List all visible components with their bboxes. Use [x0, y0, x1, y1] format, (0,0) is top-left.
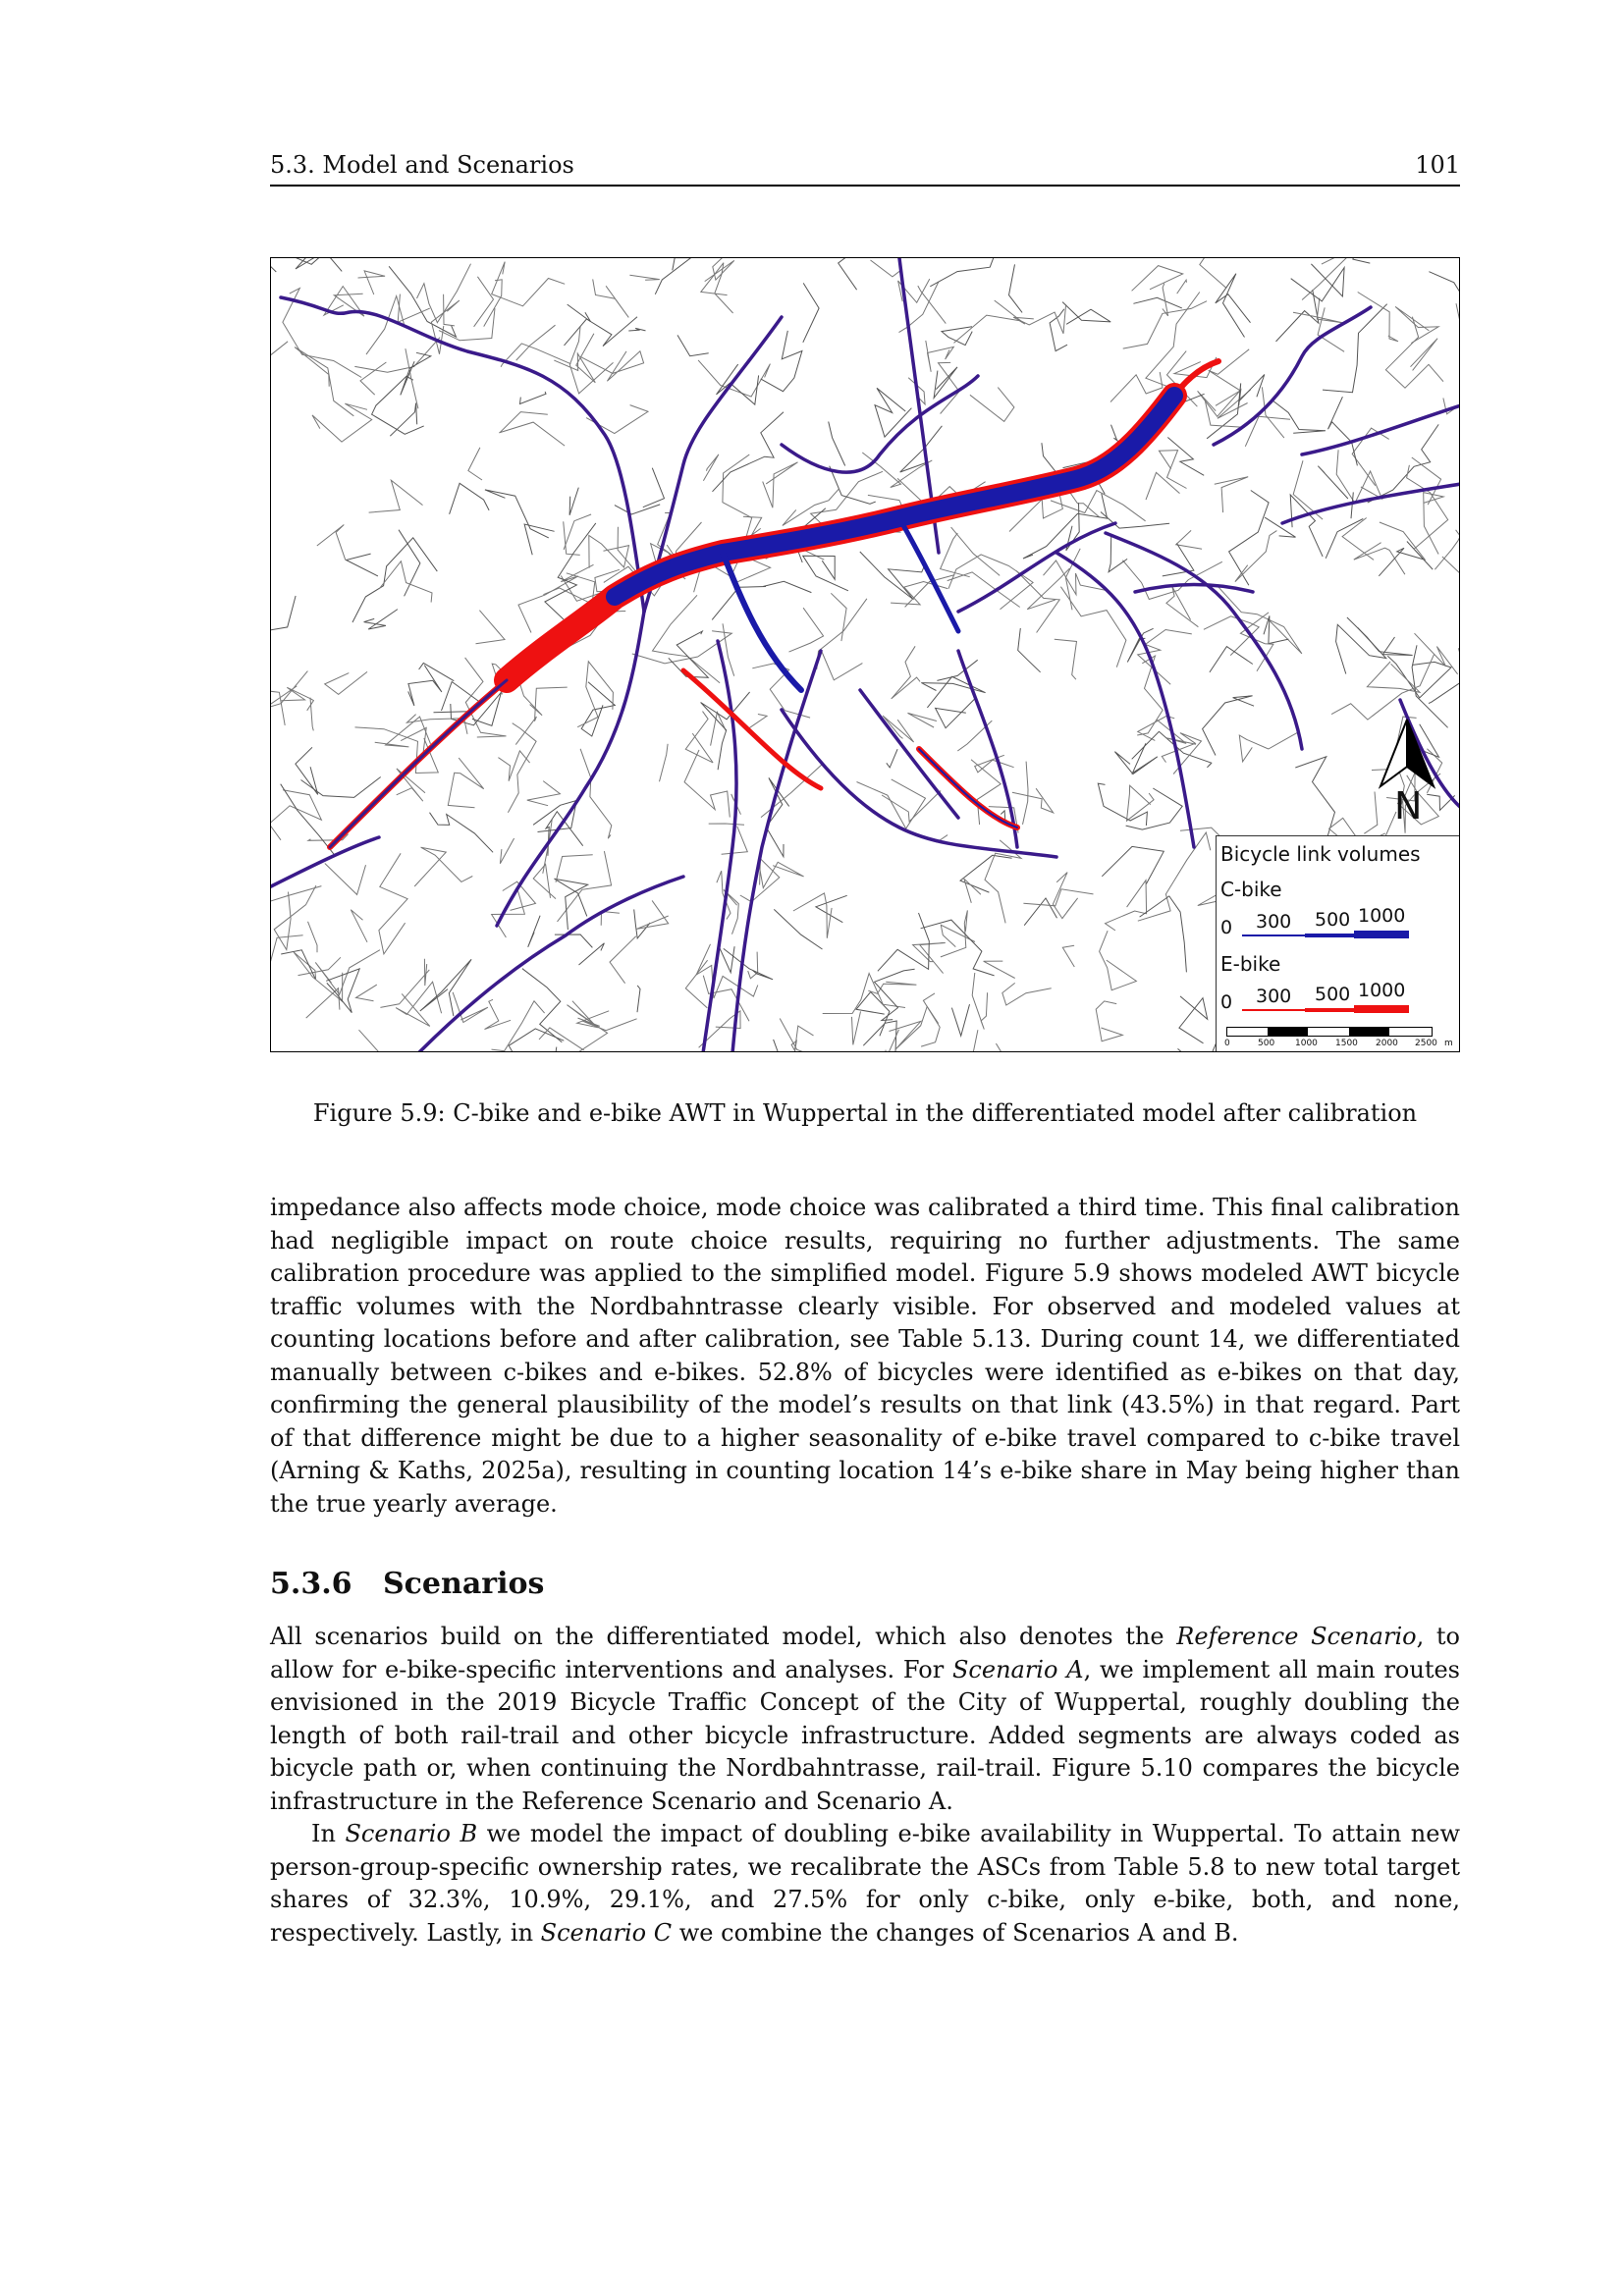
- street-segment: [1442, 557, 1460, 635]
- street-segment: [369, 480, 423, 512]
- legend-ebike-tick-500: 500: [1315, 984, 1351, 1005]
- street-segment: [1132, 266, 1183, 292]
- street-segment: [396, 982, 442, 1026]
- street-segment: [476, 611, 506, 644]
- paragraph-scenario-b: [270, 1818, 1460, 1949]
- street-segment: [822, 652, 862, 680]
- street-segment: [774, 909, 822, 949]
- street-segment: [281, 687, 313, 711]
- street-segment: [1385, 317, 1443, 389]
- street-segment: [709, 824, 744, 825]
- north-arrow: [1373, 718, 1441, 826]
- street-segment: [509, 1029, 564, 1052]
- street-segment: [352, 538, 437, 622]
- street-segment: [1016, 571, 1059, 633]
- street-segment: [1412, 457, 1441, 505]
- legend-cbike-tick-500: 500: [1315, 909, 1351, 931]
- street-segment: [1013, 304, 1065, 334]
- street-segment: [379, 853, 407, 954]
- section-title: Scenarios: [383, 1567, 545, 1601]
- legend-cbike-bar-500: [1305, 934, 1354, 937]
- legend-ebike-scale: [1217, 980, 1460, 1019]
- figure-caption: Figure 5.9: C-bike and e-bike AWT in Wuppertal in the differentiated model after calibration: [312, 1099, 1418, 1127]
- street-segment: [831, 593, 846, 641]
- street-segment: [1291, 264, 1344, 301]
- street-segment: [948, 555, 1033, 610]
- street-segment: [780, 1019, 827, 1053]
- street-segment: [1018, 628, 1041, 672]
- emphasis-reference-scenario: Reference Scenario: [1176, 1623, 1417, 1650]
- street-segment: [1062, 945, 1074, 967]
- legend-ebike-bar-500: [1305, 1008, 1354, 1012]
- street-segment: [960, 1030, 979, 1052]
- bicycle-volume-map: [270, 257, 1460, 1052]
- street-segment: [875, 388, 911, 437]
- street-segment: [555, 934, 593, 947]
- street-segment: [414, 847, 472, 886]
- street-segment: [941, 925, 975, 946]
- north-label: N: [1394, 784, 1423, 828]
- street-segment: [701, 263, 733, 313]
- street-segment: [1235, 531, 1277, 582]
- legend-cbike-bar-1000: [1354, 931, 1409, 938]
- street-segment: [918, 286, 947, 324]
- street-segment: [580, 749, 612, 838]
- street-segment: [556, 855, 593, 882]
- street-segment: [908, 713, 937, 727]
- street-segment: [317, 525, 346, 561]
- scalebar-label-2500: 2500: [1415, 1039, 1437, 1048]
- street-segment: [1012, 788, 1054, 813]
- street-segment: [1411, 339, 1438, 371]
- street-segment: [484, 280, 503, 327]
- street-segment: [356, 985, 377, 1001]
- legend-cbike-tick-300: 300: [1256, 911, 1292, 933]
- street-segment: [892, 646, 920, 699]
- street-segment: [499, 412, 565, 447]
- scalebar-label-0: 0: [1224, 1039, 1230, 1048]
- street-segment: [921, 993, 940, 1046]
- street-segment: [803, 556, 848, 591]
- street-segment: [306, 988, 340, 1018]
- street-segment: [629, 275, 659, 280]
- text-run: , we implement all main routes envisioned in the 2019 Bicycle Traffic Concept of the City of Wuppertal, roughly doubling the length of both rail-trail and other bicycle infrastructure. Added segments are always coded as bicycle path or, when continuing the Nordbahntrasse, rail-trail. Figure 5.10 compares the bicycle infrastructure in the Reference Scenario and Scenario A.: [270, 1655, 1460, 1815]
- legend-ebike-bar-1000: [1354, 1005, 1409, 1013]
- street-segment: [724, 948, 773, 979]
- street-segment: [1456, 530, 1460, 629]
- emphasis-scenario-c: Scenario C: [540, 1918, 673, 1947]
- street-segment: [887, 749, 897, 768]
- street-segment: [380, 970, 429, 1008]
- street-segment: [1424, 493, 1444, 555]
- paragraph-scenario-a: [270, 1621, 1460, 1818]
- street-segment: [1110, 372, 1163, 402]
- street-segment: [634, 909, 650, 938]
- street-segment: [677, 335, 709, 355]
- street-segment: [823, 974, 905, 1014]
- street-segment: [448, 758, 483, 808]
- emphasis-scenario-b: Scenario B: [345, 1820, 478, 1847]
- street-segment: [364, 610, 398, 629]
- street-segment: [1239, 733, 1297, 762]
- street-segment: [1146, 472, 1180, 500]
- street-segment: [1218, 586, 1302, 654]
- street-segment: [970, 388, 1014, 422]
- street-segment: [712, 966, 758, 998]
- street-segment: [375, 717, 431, 747]
- street-segment: [701, 692, 750, 770]
- street-segment: [643, 468, 665, 507]
- street-segment: [520, 392, 547, 404]
- street-segment: [271, 596, 296, 664]
- nordbahntrasse-corridor: [330, 361, 1218, 847]
- street-segment: [294, 952, 343, 1001]
- street-segment: [351, 910, 367, 942]
- street-segment: [569, 488, 578, 515]
- street-segment: [1407, 465, 1448, 550]
- scale-bar: [1226, 1027, 1433, 1037]
- street-segment: [1102, 846, 1164, 883]
- street-segment: [430, 813, 494, 853]
- section-number: 5.3.6: [270, 1567, 352, 1601]
- street-segment: [1203, 696, 1255, 756]
- street-segment: [492, 888, 525, 937]
- street-segment: [581, 682, 615, 736]
- street-segment: [941, 910, 968, 957]
- street-segment: [1053, 873, 1077, 919]
- street-segment: [1456, 303, 1460, 420]
- paragraph-calibration: [270, 1192, 1460, 1521]
- street-segment: [296, 747, 318, 794]
- street-segment: [379, 561, 432, 603]
- street-segment: [632, 631, 732, 664]
- street-segment: [312, 403, 372, 442]
- street-segment: [1177, 280, 1187, 294]
- street-segment: [564, 521, 580, 555]
- street-segment: [1358, 293, 1398, 342]
- street-segment: [589, 536, 629, 568]
- street-segment: [748, 952, 758, 979]
- street-segment: [719, 945, 734, 972]
- street-segment: [926, 341, 954, 372]
- street-segment: [1096, 1001, 1122, 1041]
- street-segment: [1100, 931, 1137, 990]
- street-segment: [954, 300, 1025, 343]
- legend-ebike-tick-0: 0: [1220, 991, 1233, 1013]
- street-segment: [862, 453, 932, 488]
- street-segment: [271, 258, 276, 272]
- street-segment: [789, 608, 824, 652]
- text-run: In: [311, 1820, 346, 1847]
- street-segment: [564, 514, 591, 550]
- street-segment: [685, 712, 713, 763]
- street-segment: [1207, 375, 1265, 439]
- street-segment: [1429, 272, 1460, 315]
- street-segment: [580, 351, 643, 382]
- street-segment: [829, 422, 845, 466]
- street-segment: [886, 1030, 899, 1052]
- street-segment: [527, 781, 561, 806]
- street-segment: [1126, 788, 1183, 829]
- street-segment: [952, 1043, 1016, 1052]
- street-segment: [1024, 898, 1056, 926]
- page-number: 101: [1415, 151, 1460, 179]
- street-segment: [717, 364, 759, 404]
- street-segment: [1023, 494, 1108, 559]
- legend-ebike-label: E-bike: [1220, 952, 1281, 976]
- street-segment: [474, 277, 494, 327]
- street-segment: [569, 327, 613, 394]
- street-segment: [533, 864, 556, 898]
- street-segment: [1163, 284, 1168, 316]
- map-legend: [1216, 835, 1460, 1052]
- street-segment: [554, 334, 595, 383]
- street-segment: [964, 879, 981, 903]
- street-segment: [539, 1028, 584, 1050]
- section-heading: [270, 1567, 544, 1601]
- street-segment: [636, 900, 668, 929]
- street-segment: [577, 662, 613, 727]
- street-segment: [1336, 450, 1381, 503]
- scalebar-unit: m: [1444, 1039, 1453, 1048]
- street-segment: [492, 262, 566, 306]
- legend-ebike-tick-300: 300: [1256, 986, 1292, 1007]
- street-segment: [1336, 624, 1386, 673]
- street-segment: [871, 260, 902, 277]
- scalebar-label-500: 500: [1258, 1039, 1275, 1048]
- street-segment: [875, 969, 915, 1020]
- street-segment: [1138, 630, 1192, 685]
- emphasis-scenario-a: Scenario A: [951, 1655, 1084, 1683]
- street-segment: [1293, 298, 1342, 323]
- street-segment: [1302, 258, 1354, 300]
- street-segment: [860, 552, 925, 600]
- street-segment: [610, 936, 636, 984]
- street-segment: [1176, 530, 1202, 549]
- street-segment: [774, 1040, 791, 1052]
- street-segment: [1023, 762, 1029, 825]
- street-segment: [1262, 387, 1284, 438]
- street-segment: [528, 916, 540, 947]
- street-segment: [1273, 400, 1326, 433]
- street-segment: [712, 581, 811, 619]
- street-segment: [660, 744, 669, 782]
- street-segment: [1159, 451, 1186, 489]
- street-segment: [1395, 306, 1438, 343]
- street-segment: [1330, 258, 1370, 263]
- street-segment: [1215, 477, 1248, 512]
- street-segment: [360, 362, 386, 395]
- legend-title: Bicycle link volumes: [1220, 842, 1421, 866]
- street-segment: [936, 699, 975, 728]
- street-segment: [325, 671, 367, 694]
- street-segment: [763, 462, 798, 507]
- street-segment: [1123, 301, 1207, 348]
- text-run: we combine the changes of Scenarios A and B.: [672, 1918, 1239, 1947]
- street-segment: [628, 328, 645, 331]
- street-segment: [1106, 881, 1147, 931]
- scalebar-label-2000: 2000: [1376, 1039, 1398, 1048]
- street-segment: [1137, 656, 1163, 735]
- street-segment: [1133, 297, 1181, 308]
- street-segment: [937, 660, 977, 680]
- street-segment: [1167, 438, 1204, 476]
- street-segment: [655, 258, 690, 294]
- street-segment: [972, 973, 987, 1030]
- running-header: [270, 147, 1460, 187]
- street-segment: [930, 258, 998, 287]
- text-run: , to allow for e-bike-specific interventions and analyses. For: [270, 1623, 1460, 1683]
- street-segment: [308, 922, 318, 953]
- street-segment: [882, 791, 941, 822]
- street-segment: [759, 862, 804, 887]
- street-segment: [696, 944, 712, 975]
- street-segment: [500, 838, 514, 864]
- legend-cbike-tick-0: 0: [1220, 917, 1233, 938]
- scalebar-label-1000: 1000: [1295, 1039, 1318, 1048]
- street-segment: [533, 800, 578, 832]
- street-segment: [941, 533, 970, 577]
- street-segment: [803, 283, 819, 342]
- street-segment: [839, 258, 885, 290]
- street-segment: [685, 960, 707, 1008]
- street-segment: [942, 327, 972, 346]
- street-segment: [951, 1004, 969, 1036]
- legend-cbike-bar-300: [1242, 934, 1305, 936]
- street-segment: [424, 959, 426, 986]
- street-segment: [615, 505, 660, 514]
- street-segment: [1002, 983, 1052, 1005]
- legend-cbike-tick-1000: 1000: [1358, 905, 1406, 927]
- street-segment: [492, 1001, 545, 1051]
- street-segment: [1179, 996, 1208, 1043]
- street-segment: [601, 911, 620, 925]
- street-segment: [960, 855, 1012, 892]
- street-segment: [1122, 561, 1221, 600]
- street-segment: [358, 271, 386, 294]
- street-segment: [984, 961, 1015, 978]
- street-segment: [852, 1011, 861, 1044]
- legend-ebike-bar-300: [1242, 1009, 1305, 1011]
- street-segment: [485, 999, 512, 1029]
- street-segment: [1318, 466, 1348, 499]
- street-segment: [271, 671, 307, 709]
- street-segment: [1354, 543, 1405, 575]
- street-segment: [1055, 639, 1077, 679]
- street-segment: [1347, 617, 1413, 656]
- street-segment: [1098, 783, 1147, 826]
- street-segment: [359, 1030, 408, 1052]
- header-section-title: 5.3. Model and Scenarios: [270, 151, 574, 179]
- scalebar-label-1500: 1500: [1335, 1039, 1358, 1048]
- street-segment: [1351, 492, 1353, 518]
- street-segment: [274, 885, 316, 949]
- street-segment: [271, 790, 321, 840]
- legend-ebike-tick-1000: 1000: [1358, 980, 1406, 1001]
- street-segment: [325, 864, 366, 895]
- street-segment: [783, 489, 839, 526]
- street-segment: [498, 751, 529, 781]
- street-segment: [1062, 302, 1110, 325]
- street-segment: [921, 920, 995, 976]
- street-segment: [637, 986, 640, 1012]
- street-segment: [593, 279, 629, 317]
- street-segment: [468, 448, 482, 480]
- street-segment: [1009, 264, 1023, 312]
- street-segment: [450, 483, 490, 514]
- street-segment: [1210, 647, 1253, 672]
- street-segment: [419, 663, 455, 680]
- street-segment: [793, 893, 832, 938]
- street-segment: [1157, 720, 1196, 744]
- street-segment: [401, 352, 431, 395]
- street-segment: [975, 755, 1014, 773]
- street-segment: [296, 258, 342, 271]
- street-segment: [1290, 495, 1323, 557]
- street-segment: [524, 524, 555, 555]
- street-segment: [749, 715, 768, 729]
- street-segment: [703, 454, 719, 481]
- street-segment: [1264, 615, 1288, 643]
- street-segment: [1114, 743, 1157, 774]
- street-segment: [347, 554, 378, 576]
- street-segment: [1138, 832, 1211, 921]
- legend-cbike-scale: [1217, 905, 1460, 944]
- street-segment: [326, 969, 359, 1013]
- street-segment: [565, 317, 638, 347]
- paragraph-scenarios: [270, 1621, 1460, 1949]
- street-segment: [295, 347, 353, 416]
- paragraph-calibration-text: impedance also affects mode choice, mode choice was calibrated a third time. This final calibration had negligible impact on route choice results, requiring no further adjustments. The same calibration procedure was applied to the simplified model. Figure 5.9 shows modeled AWT bicycle traffic volumes with the Nordbahntrasse clearly visible. For observed and modeled values at counting locations before and after calibration, see Table 5.13. During count 14, we differentiated manually between c-bikes and e-bikes. 52.8% of bicycles were identified as e-bikes on that day, confirming the general plausibility of the model’s results on that link (43.5%) in that regard. Part of that difference might be due to a higher seasonality of e-bike travel compared to c-bike travel (Arning & Kaths, 2025a), resulting in counting location 14’s e-bike share in May being higher than the true yearly average.: [270, 1194, 1460, 1518]
- street-segment: [791, 1026, 813, 1052]
- text-run: we model the impact of doubling e-bike availability in Wuppertal. To attain new person-group-specific ownership rates, we recalibrate the ASCs from Table 5.8 to new total target shares of 32.3%, 10.9%, 29.1%, and 27.5% for only c-bike, only e-bike, both, and none, respectively. Lastly, in: [270, 1820, 1460, 1947]
- text-run: All scenarios build on the differentiated model, which also denotes the: [270, 1623, 1177, 1650]
- street-segment: [878, 913, 929, 971]
- legend-cbike-label: C-bike: [1220, 878, 1282, 901]
- street-segment: [1229, 491, 1270, 586]
- street-segment: [485, 490, 549, 538]
